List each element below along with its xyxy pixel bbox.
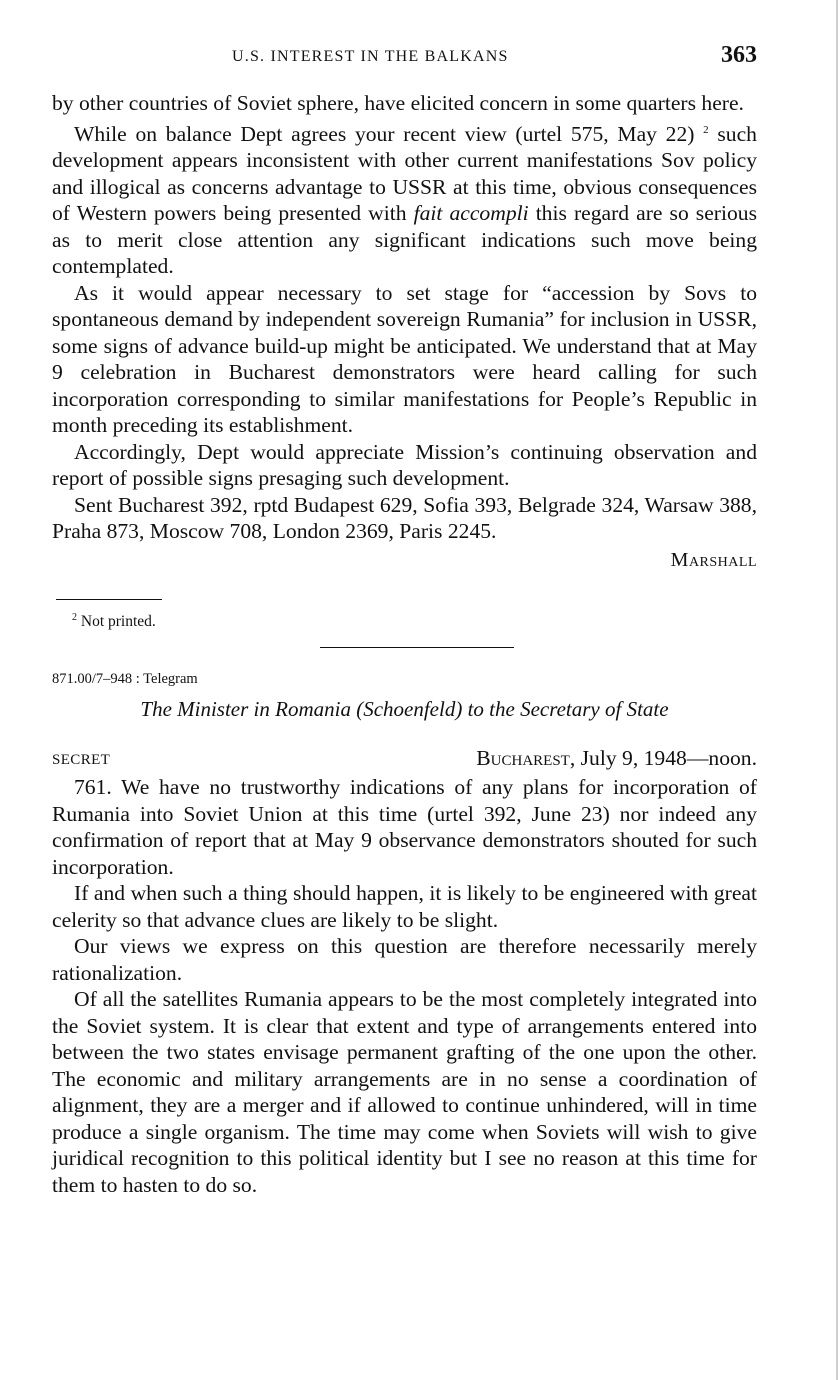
place-and-date [476,746,757,771]
signature: Marshall [670,548,757,571]
footnote-reference: 2 [703,123,709,136]
page-header [52,42,757,72]
place-name: Bucharest [476,746,570,771]
paragraph-continued: by other countries of Soviet sphere, have elicited concern in some quarters here. [52,91,744,115]
classification-mark: SECRET [52,752,111,769]
page-number: 363 [721,42,757,68]
distribution-line: Sent Bucharest 392, rptd Budapest 629, Sofia 393, Belgrade 324, Warsaw 388, Praha 873, Moscow 708, London 2369, Paris 2245. [52,492,757,544]
italic-phrase: fait accompli [413,201,529,226]
paragraph: Our views we express on this question are therefore necessarily merely rationalization. [52,934,757,985]
footnote-text: Not printed. [80,613,156,631]
paragraph-text: this regard are so serious as to merit close attention any significant indications such move being contemplated. [52,201,757,279]
file-reference: 871.00/7–948 : Telegram [52,671,198,688]
document-separator [320,647,514,648]
paragraph [52,117,757,280]
running-head: U.S. INTEREST IN THE BALKANS [232,48,509,65]
footnote-mark: 2 [72,612,77,624]
paragraph: 761. We have no trustworthy indications of any plans for incorporation of Rumania into Soviet Union at this time (urtel 392, June 23) nor indeed any confirmation of report that at May 9 observance demonstrators shouted for such incorporation. [52,775,757,879]
paragraph-text: While on balance Dept agrees your recent view (urtel 575, May 22) [74,121,695,146]
paragraph-text: such development appears inconsistent with other current manifestations Sov policy and illogical as concerns advantage to USSR at this time, obvious consequences of Western powers being presented with [52,121,757,226]
paragraph: Of all the satellites Rumania appears to be the most completely integrated into the Soviet system. It is clear that extent and type of arrangements entered into between the two states envisage permanent grafting of the one upon the other. The economic and military arrangements are in no sense a coordination of alignment, they are a merger and if allowed to continue unhindered, will in time produce a single organism. The time may come when Soviets will wish to give juridical recognition to this political identity but I see no reason at this time for them to hasten to do so. [52,987,757,1197]
paragraph: Accordingly, Dept would appreciate Mission’s continuing observation and report of possible signs presaging such development. [52,439,757,491]
page-body [52,90,757,1198]
date-text: , July 9, 1948—noon. [569,746,757,771]
footnote-rule [56,599,162,600]
dateline [52,746,757,774]
document-title: The Minister in Romania (Schoenfeld) to the Secretary of State [140,697,669,722]
paragraph: If and when such a thing should happen, it is likely to be engineered with great celerity so that advance clues are likely to be slight. [52,881,757,932]
paragraph: As it would appear necessary to set stage for “accession by Sovs to spontaneous demand by independent sovereign Rumania” for inclusion in USSR, some signs of advance build-up might be anticipated. We understand that at May 9 celebration in Bucharest demonstrators were heard calling for such incorporation corresponding to similar manifestations for People’s Republic in month preceding its establishment. [52,280,757,438]
footnote [72,608,757,632]
